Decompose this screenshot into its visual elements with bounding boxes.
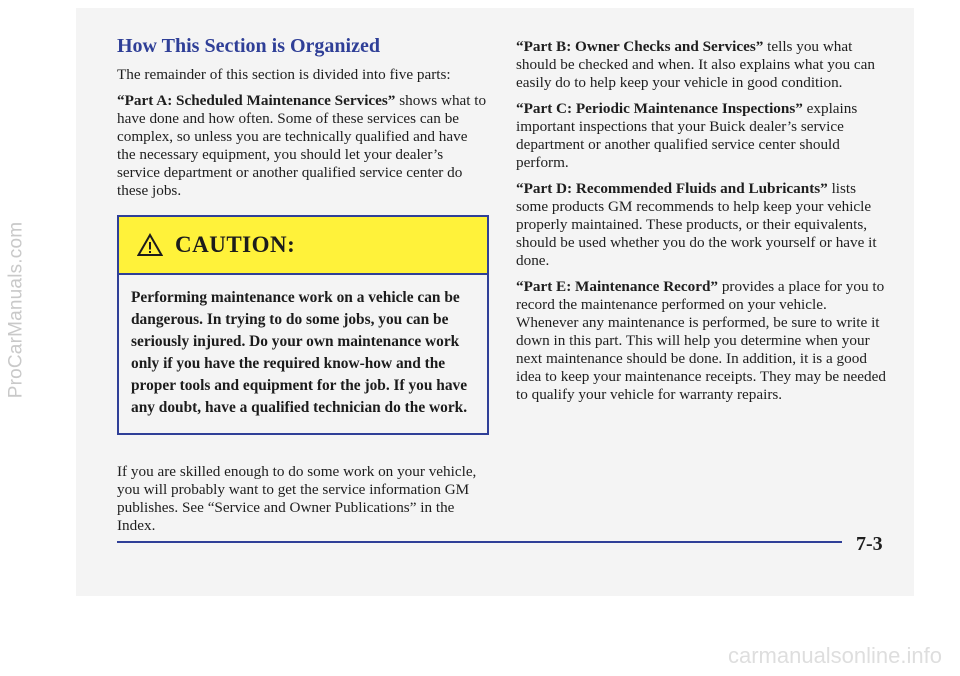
bottom-watermark: carmanualsonline.info bbox=[727, 643, 942, 668]
service-info-paragraph: If you are skilled enough to do some work on your vehicle, you will probably want to get the service information GM publishes. See “Service and Owner Publications” in the Index. bbox=[117, 463, 477, 534]
section-heading: How This Section is Organized bbox=[117, 35, 380, 57]
left-column bbox=[117, 34, 489, 543]
caution-header bbox=[119, 217, 487, 275]
part-a-paragraph bbox=[117, 92, 489, 200]
part-b-paragraph bbox=[516, 38, 888, 92]
side-watermark-text: ProCarManuals.com bbox=[5, 221, 27, 399]
caution-title: CAUTION: bbox=[175, 232, 296, 257]
part-c-paragraph bbox=[516, 100, 888, 172]
part-c-text: explains important inspections that your Buick dealer’s service department or another qualified service center should perform. bbox=[516, 100, 858, 171]
part-d-title: “Part D: Recommended Fluids and Lubricants” bbox=[516, 180, 828, 197]
footer-rule bbox=[117, 541, 842, 543]
part-a-text: shows what to have done and how often. Some of these services can be complex, so unless you are technically qualified and have the necessary equipment, you should let your dealer’s service department or another qualified service center do these jobs. bbox=[117, 92, 487, 199]
caution-body: Performing maintenance work on a vehicle can be dangerous. In trying to do some jobs, you can be seriously injured. Do your own maintenance work only if you have the required know-how and the proper tools and equipment for the job. If you have any doubt, have a qualified technician do the work. bbox=[131, 289, 468, 416]
page-number: 7-3 bbox=[856, 533, 883, 555]
caution-box bbox=[117, 215, 489, 435]
part-c-title: “Part C: Periodic Maintenance Inspections” bbox=[516, 100, 803, 117]
intro-paragraph: The remainder of this section is divided into five parts: bbox=[117, 66, 451, 83]
part-a-title: “Part A: Scheduled Maintenance Services” bbox=[117, 92, 396, 109]
part-e-text: provides a place for you to record the maintenance performed on your vehicle. Whenever any maintenance is performed, be sure to write it down in this part. This will help you determine when your next maintenance should be done. In addition, it is a good idea to keep your maintenance receipts. They may be needed to qualify your vehicle for warranty repairs. bbox=[516, 278, 886, 403]
part-d-paragraph bbox=[516, 180, 888, 270]
part-b-title: “Part B: Owner Checks and Services” bbox=[516, 38, 764, 55]
right-column bbox=[516, 38, 888, 412]
warning-triangle-icon bbox=[137, 233, 163, 257]
part-e-title: “Part E: Maintenance Record” bbox=[516, 278, 719, 295]
side-watermark bbox=[3, 60, 29, 560]
part-b-text: tells you what should be checked and when. It also explains what you can easily do to help keep your vehicle in good condition. bbox=[516, 38, 875, 91]
part-e-paragraph bbox=[516, 278, 888, 404]
part-d-text: lists some products GM recommends to help keep your vehicle properly maintained. These products, or their equivalents, should be used whether you do the work yourself or have it done. bbox=[516, 180, 877, 269]
